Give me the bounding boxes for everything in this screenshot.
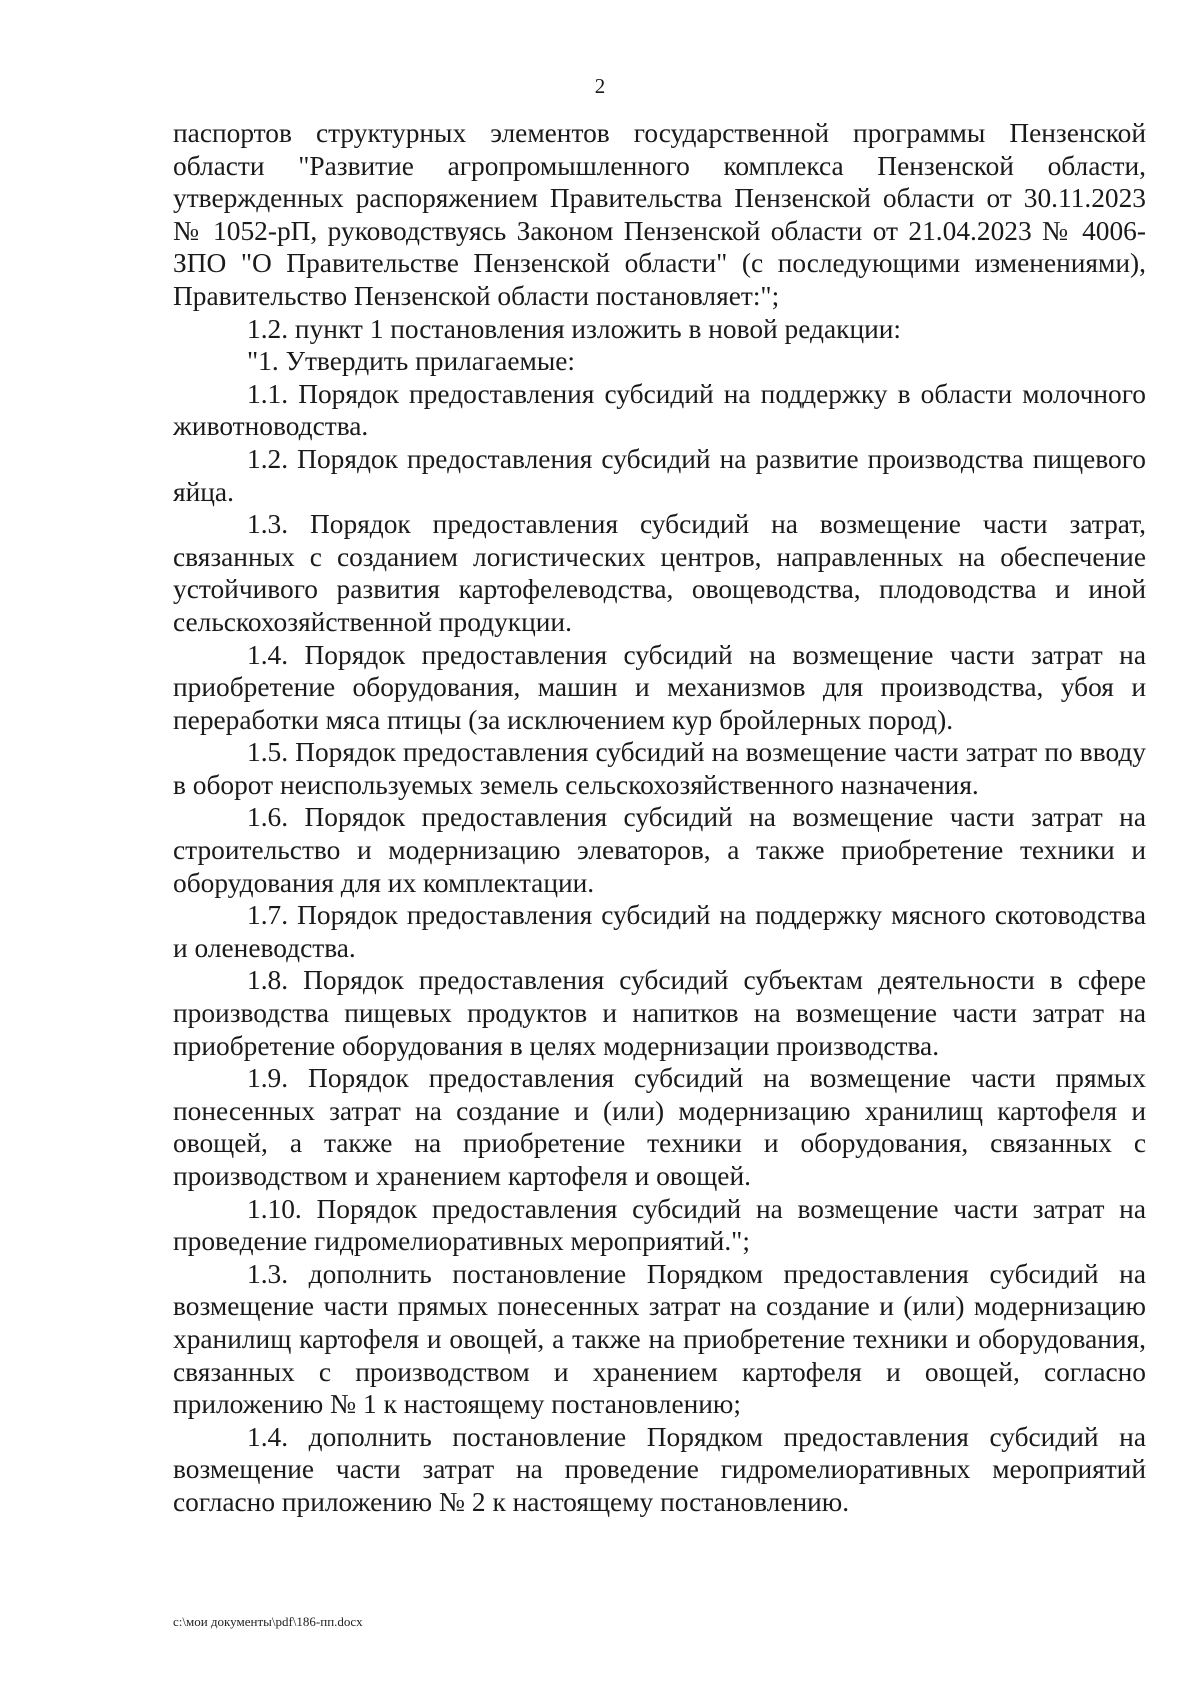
paragraph: 1.2. пункт 1 постановления изложить в новой редакции: [247, 313, 902, 344]
paragraph: 1.1. Порядок предоставления субсидий на поддержку в области молочного животноводства. [173, 378, 1146, 442]
paragraph: 1.10. Порядок предоставления субсидий на возмещение части затрат на проведение гидромелиоративных мероприятий."; [173, 1193, 1146, 1257]
paragraph: 1.3. Порядок предоставления субсидий на возмещение части затрат, связанных с созданием логистических центров, направленных на обеспечение устойчивого развития картофелеводства, овощеводства, плодоводства и иной сельскохозяйственной продукции. [173, 509, 1146, 637]
paragraph: 1.4. Порядок предоставления субсидий на возмещение части затрат на приобретение оборудования, машин и механизмов для производства, убоя и переработки мяса птицы (за исключением кур бройлерных пород). [173, 639, 1146, 735]
paragraph: 1.7. Порядок предоставления субсидий на поддержку мясного скотоводства и оленеводства. [173, 900, 1146, 963]
document-body [173, 117, 1146, 1519]
paragraph: 1.3. дополнить постановление Порядком предоставления субсидий на возмещение части прямых понесенных затрат на создание и (или) модернизацию хранилищ картофеля и овощей, а также на приобретение техники и оборудования, связанных с производством и хранением картофеля и овощей, согласно приложению № 1 к настоящему постановлению; [173, 1258, 1146, 1420]
paragraph: паспортов структурных элементов государственной программы Пензенской области "Развитие агропромышленного комплекса Пензенской области, утвержденных распоряжением Правительства Пензенской области от 30.11.2023 № 1052-рП, руководствуясь Законом Пензенской области от 21.04.2023 № 4006-ЗПО "О Правительстве Пензенской области" (с последующими изменениями), Правительство Пензенской области постановляет:"; [173, 118, 1146, 311]
paragraph: 1.5. Порядок предоставления субсидий на возмещение части затрат по вводу в оборот неиспользуемых земель сельскохозяйственного назначения. [173, 737, 1146, 800]
paragraph: 1.6. Порядок предоставления субсидий на возмещение части затрат на строительство и модернизацию элеваторов, а также приобретение техники и оборудования для их комплектации. [173, 802, 1146, 898]
paragraph: 1.9. Порядок предоставления субсидий на возмещение части прямых понесенных затрат на создание и (или) модернизацию хранилищ картофеля и овощей, а также на приобретение техники и оборудования, связанных с производством и хранением картофеля и овощей. [173, 1063, 1146, 1191]
paragraph: 1.4. дополнить постановление Порядком предоставления субсидий на возмещение части затрат на проведение гидромелиоративных мероприятий согласно приложению № 2 к настоящему постановлению. [173, 1421, 1146, 1517]
paragraph: "1. Утвердить прилагаемые: [247, 346, 575, 377]
footer-file-path: c:\мои документы\pdf\186-пп.docx [173, 1614, 363, 1629]
paragraph: 1.2. Порядок предоставления субсидий на развитие производства пищевого яйца. [173, 443, 1146, 507]
page-number: 2 [594, 74, 606, 98]
paragraph: 1.8. Порядок предоставления субсидий субъектам деятельности в сфере производства пищевых продуктов и напитков на возмещение части затрат на приобретение оборудования в целях модернизации производства. [173, 965, 1146, 1061]
